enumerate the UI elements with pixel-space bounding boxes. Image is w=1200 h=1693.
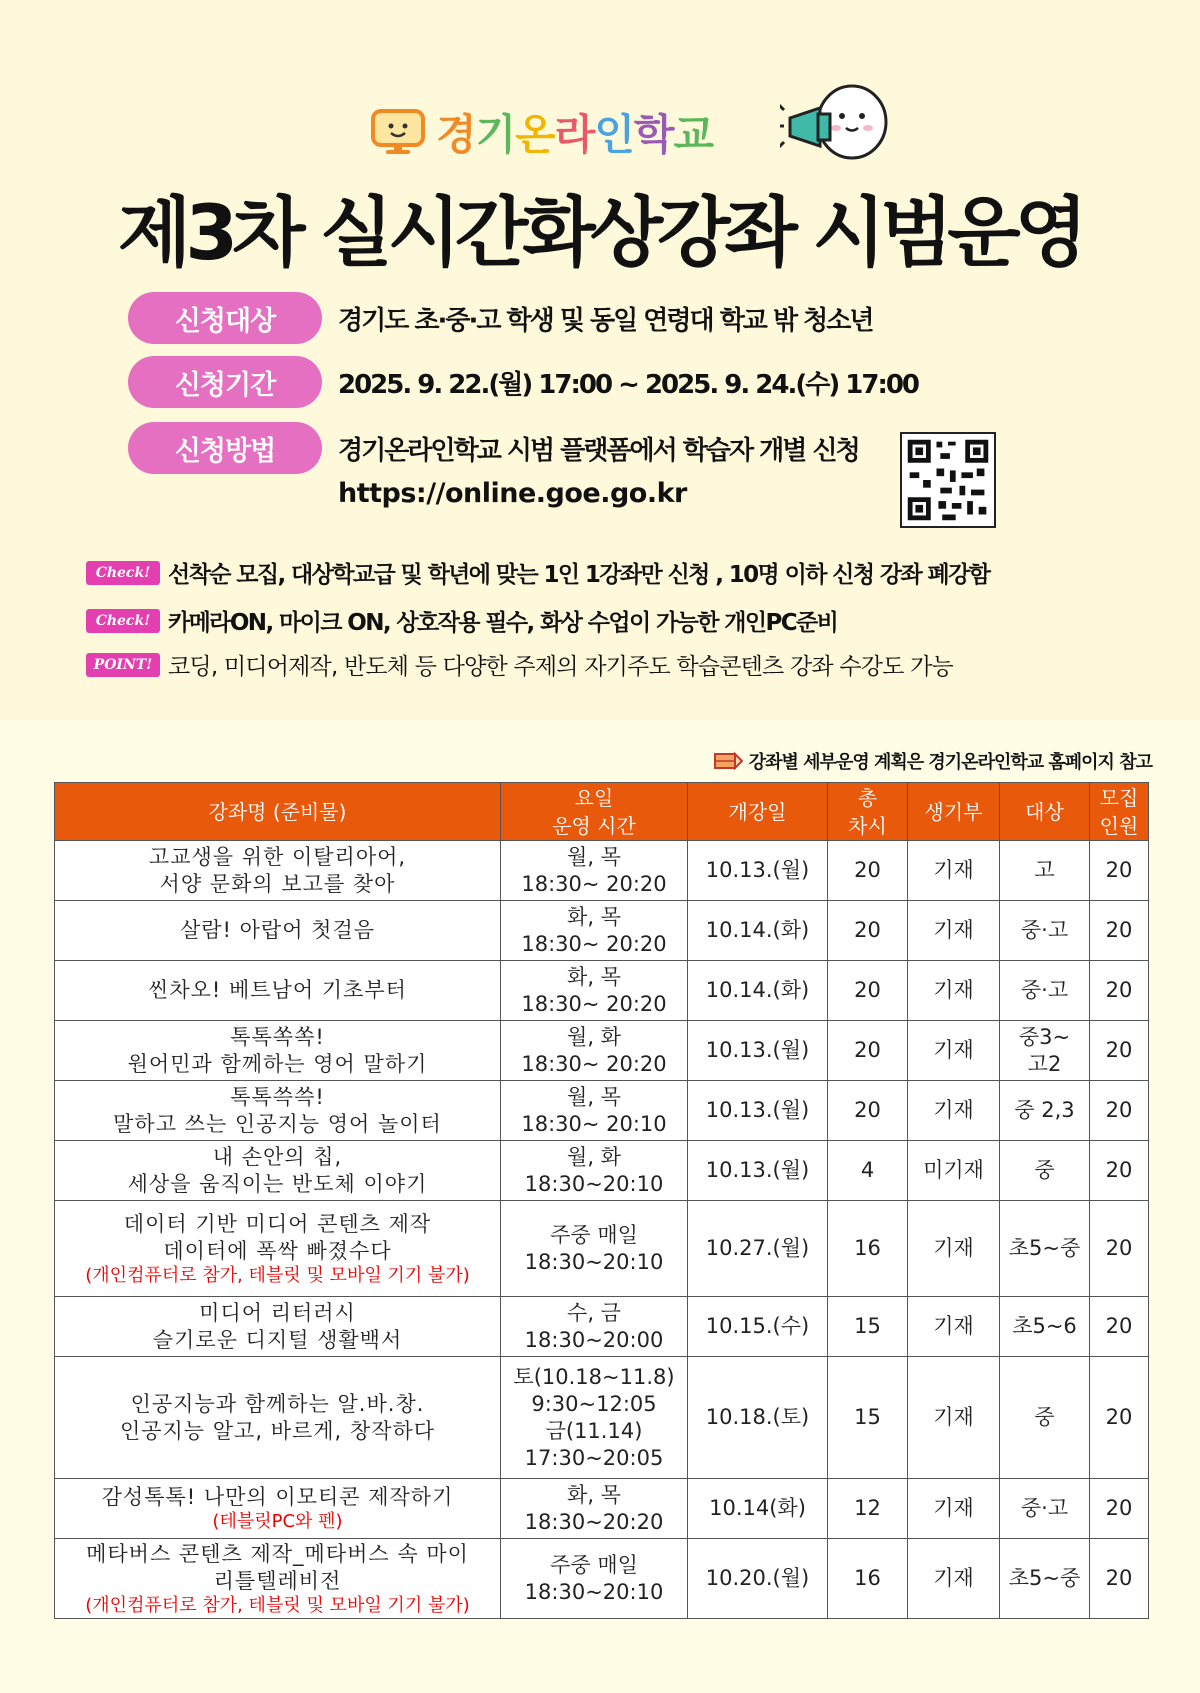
cell-time: 주중 매일 18:30~20:10 xyxy=(501,1539,688,1619)
application-url-link[interactable]: https://online.goe.go.kr xyxy=(338,478,687,509)
point-row xyxy=(86,648,953,681)
cell-sessions: 20 xyxy=(828,1081,908,1141)
check-tag-2: Check! xyxy=(86,609,160,633)
check-row-1 xyxy=(86,556,989,589)
cell-record: 기재 xyxy=(908,1479,1000,1539)
check-text-1: 선착순 모집, 대상학교급 및 학년에 맞는 1인 1강좌만 신청 , 10명 이하 신청 강좌 폐강함 xyxy=(168,562,990,588)
table-row xyxy=(55,1141,1149,1201)
cell-target: 중3~ 고2 xyxy=(1000,1021,1090,1081)
monitor-icon xyxy=(370,108,426,156)
cell-target: 중 2,3 xyxy=(1000,1081,1090,1141)
course-name: 고교생을 위한 이탈리아어, 서양 문화의 보고를 찾아 xyxy=(148,844,407,896)
cell-start: 10.27.(월) xyxy=(688,1201,828,1297)
mascot-megaphone-icon xyxy=(780,80,890,170)
page-title: 제3차 실시간화상강좌 시범운영 xyxy=(117,188,1083,277)
cell-target: 초5~6 xyxy=(1000,1297,1090,1357)
school-logo xyxy=(370,104,713,160)
cell-capacity: 20 xyxy=(1090,1539,1149,1619)
course-name: 감성톡톡! 나만의 이모티콘 제작하기 xyxy=(101,1485,454,1509)
cell-name xyxy=(55,1539,501,1619)
cell-capacity: 20 xyxy=(1090,841,1149,901)
course-name: 메타버스 콘텐츠 제작_메타버스 속 마이 리틀텔레비전 xyxy=(86,1541,469,1593)
cell-target: 중·고 xyxy=(1000,1479,1090,1539)
cell-capacity: 20 xyxy=(1090,1297,1149,1357)
logo-text: 경기온라인학교 xyxy=(436,110,714,159)
header-capacity: 모집 인원 xyxy=(1090,783,1149,841)
cell-start: 10.13.(월) xyxy=(688,1081,828,1141)
course-name: 내 손안의 칩, 세상을 움직이는 반도체 이야기 xyxy=(127,1144,428,1196)
cell-sessions: 12 xyxy=(828,1479,908,1539)
cell-record: 기재 xyxy=(908,841,1000,901)
header-section xyxy=(0,0,1200,720)
info-label-target: 신청대상 xyxy=(128,292,322,344)
cell-time: 월, 화 18:30~20:10 xyxy=(501,1141,688,1201)
point-text: 코딩, 미디어제작, 반도체 등 다양한 주제의 자기주도 학습콘텐츠 강좌 수강도 가능 xyxy=(168,654,953,680)
cell-name xyxy=(55,841,501,901)
cell-sessions: 16 xyxy=(828,1539,908,1619)
qr-code-icon[interactable] xyxy=(900,432,996,528)
cell-target: 초5~중 xyxy=(1000,1539,1090,1619)
cell-time: 주중 매일 18:30~20:10 xyxy=(501,1201,688,1297)
header-start: 개강일 xyxy=(688,783,828,841)
cell-capacity: 20 xyxy=(1090,1081,1149,1141)
cell-sessions: 20 xyxy=(828,841,908,901)
cell-name xyxy=(55,1297,501,1357)
cell-capacity: 20 xyxy=(1090,1021,1149,1081)
cell-start: 10.15.(수) xyxy=(688,1297,828,1357)
reference-note xyxy=(713,748,1152,774)
cell-capacity: 20 xyxy=(1090,901,1149,961)
cell-time: 화, 목 18:30~20:20 xyxy=(501,1479,688,1539)
cell-start: 10.13.(월) xyxy=(688,841,828,901)
cell-start: 10.18.(토) xyxy=(688,1357,828,1479)
cell-capacity: 20 xyxy=(1090,1141,1149,1201)
header-time: 요일 운영 시간 xyxy=(501,783,688,841)
cell-target: 중 xyxy=(1000,1357,1090,1479)
cell-sessions: 16 xyxy=(828,1201,908,1297)
info-value-period: 2025. 9. 22.(월) 17:00 ~ 2025. 9. 24.(수) 17:00 xyxy=(338,369,919,400)
cell-sessions: 4 xyxy=(828,1141,908,1201)
cell-name xyxy=(55,901,501,961)
cell-record: 기재 xyxy=(908,1201,1000,1297)
cell-record: 기재 xyxy=(908,1297,1000,1357)
cell-time: 월, 화 18:30~ 20:20 xyxy=(501,1021,688,1081)
cell-time: 화, 목 18:30~ 20:20 xyxy=(501,961,688,1021)
cell-record: 기재 xyxy=(908,901,1000,961)
info-target-row xyxy=(128,292,873,344)
cell-target: 중·고 xyxy=(1000,961,1090,1021)
table-header-row xyxy=(55,783,1149,841)
course-name: 살람! 아랍어 첫걸음 xyxy=(179,918,376,942)
info-period-row xyxy=(128,356,918,408)
cell-record: 미기재 xyxy=(908,1141,1000,1201)
point-tag: POINT! xyxy=(86,653,160,677)
cell-sessions: 20 xyxy=(828,961,908,1021)
cell-start: 10.13.(월) xyxy=(688,1021,828,1081)
cell-sessions: 15 xyxy=(828,1297,908,1357)
cell-capacity: 20 xyxy=(1090,1357,1149,1479)
table-row xyxy=(55,1201,1149,1297)
table-row xyxy=(55,841,1149,901)
course-requirement-note: (테블릿PC와 펜) xyxy=(212,1511,343,1532)
course-requirement-note: (개인컴퓨터로 참가, 테블릿 및 모바일 기기 불가) xyxy=(85,1594,470,1616)
pencil-icon xyxy=(713,750,743,772)
check-text-2: 카메라ON, 마이크 ON, 상호작용 필수, 화상 수업이 가능한 개인PC준비 xyxy=(168,610,838,636)
cell-capacity: 20 xyxy=(1090,961,1149,1021)
reference-note-text: 강좌별 세부운영 계획은 경기온라인학교 홈페이지 참고 xyxy=(748,752,1152,773)
cell-time: 월, 목 18:30~ 20:20 xyxy=(501,841,688,901)
check-tag-1: Check! xyxy=(86,561,160,585)
table-row xyxy=(55,961,1149,1021)
cell-target: 중 xyxy=(1000,1141,1090,1201)
table-row xyxy=(55,1081,1149,1141)
course-name: 씬차오! 베트남어 기초부터 xyxy=(148,978,407,1002)
cell-name xyxy=(55,1357,501,1479)
cell-start: 10.20.(월) xyxy=(688,1539,828,1619)
course-name: 톡톡쏙쏙! 원어민과 함께하는 영어 말하기 xyxy=(127,1024,428,1076)
course-name: 톡톡쓱쓱! 말하고 쓰는 인공지능 영어 놀이터 xyxy=(113,1084,442,1136)
cell-capacity: 20 xyxy=(1090,1201,1149,1297)
cell-name xyxy=(55,1021,501,1081)
cell-name xyxy=(55,1081,501,1141)
table-row xyxy=(55,1297,1149,1357)
cell-name xyxy=(55,1479,501,1539)
cell-target: 고 xyxy=(1000,841,1090,901)
course-name: 미디어 리터러시 슬기로운 디지털 생활백서 xyxy=(152,1300,403,1352)
course-name: 인공지능과 함께하는 알.바.창. 인공지능 알고, 바르게, 창작하다 xyxy=(119,1391,436,1443)
info-method-row xyxy=(128,422,859,474)
course-table xyxy=(54,782,1149,1619)
header-record: 생기부 xyxy=(908,783,1000,841)
cell-record: 기재 xyxy=(908,1081,1000,1141)
header-course: 강좌명 (준비물) xyxy=(55,783,501,841)
cell-time: 수, 금 18:30~20:00 xyxy=(501,1297,688,1357)
info-value-method: 경기온라인학교 시범 플랫폼에서 학습자 개별 신청 xyxy=(338,435,859,466)
course-requirement-note: (개인컴퓨터로 참가, 테블릿 및 모바일 기기 불가) xyxy=(85,1264,470,1286)
info-label-method: 신청방법 xyxy=(128,422,322,474)
cell-time: 화, 목 18:30~ 20:20 xyxy=(501,901,688,961)
header-sessions: 총 차시 xyxy=(828,783,908,841)
cell-name xyxy=(55,961,501,1021)
table-row xyxy=(55,1479,1149,1539)
cell-start: 10.13.(월) xyxy=(688,1141,828,1201)
cell-record: 기재 xyxy=(908,1357,1000,1479)
header-target: 대상 xyxy=(1000,783,1090,841)
table-body xyxy=(55,841,1149,1619)
cell-target: 중·고 xyxy=(1000,901,1090,961)
cell-start: 10.14.(화) xyxy=(688,961,828,1021)
cell-start: 10.14(화) xyxy=(688,1479,828,1539)
course-name: 데이터 기반 미디어 콘텐츠 제작 데이터에 폭싹 빠졌수다 xyxy=(123,1211,432,1263)
cell-name xyxy=(55,1201,501,1297)
cell-name xyxy=(55,1141,501,1201)
cell-record: 기재 xyxy=(908,961,1000,1021)
info-value-target: 경기도 초·중·고 학생 및 동일 연령대 학교 밖 청소년 xyxy=(338,305,873,336)
check-row-2 xyxy=(86,604,837,637)
table-row xyxy=(55,901,1149,961)
cell-record: 기재 xyxy=(908,1021,1000,1081)
cell-start: 10.14.(화) xyxy=(688,901,828,961)
cell-sessions: 20 xyxy=(828,1021,908,1081)
cell-record: 기재 xyxy=(908,1539,1000,1619)
table-row xyxy=(55,1539,1149,1619)
cell-sessions: 20 xyxy=(828,901,908,961)
table-row xyxy=(55,1357,1149,1479)
info-label-period: 신청기간 xyxy=(128,356,322,408)
cell-capacity: 20 xyxy=(1090,1479,1149,1539)
cell-time: 토(10.18~11.8) 9:30~12:05 금(11.14) 17:30~20:05 xyxy=(501,1357,688,1479)
cell-time: 월, 목 18:30~ 20:10 xyxy=(501,1081,688,1141)
cell-sessions: 15 xyxy=(828,1357,908,1479)
table-row xyxy=(55,1021,1149,1081)
cell-target: 초5~중 xyxy=(1000,1201,1090,1297)
